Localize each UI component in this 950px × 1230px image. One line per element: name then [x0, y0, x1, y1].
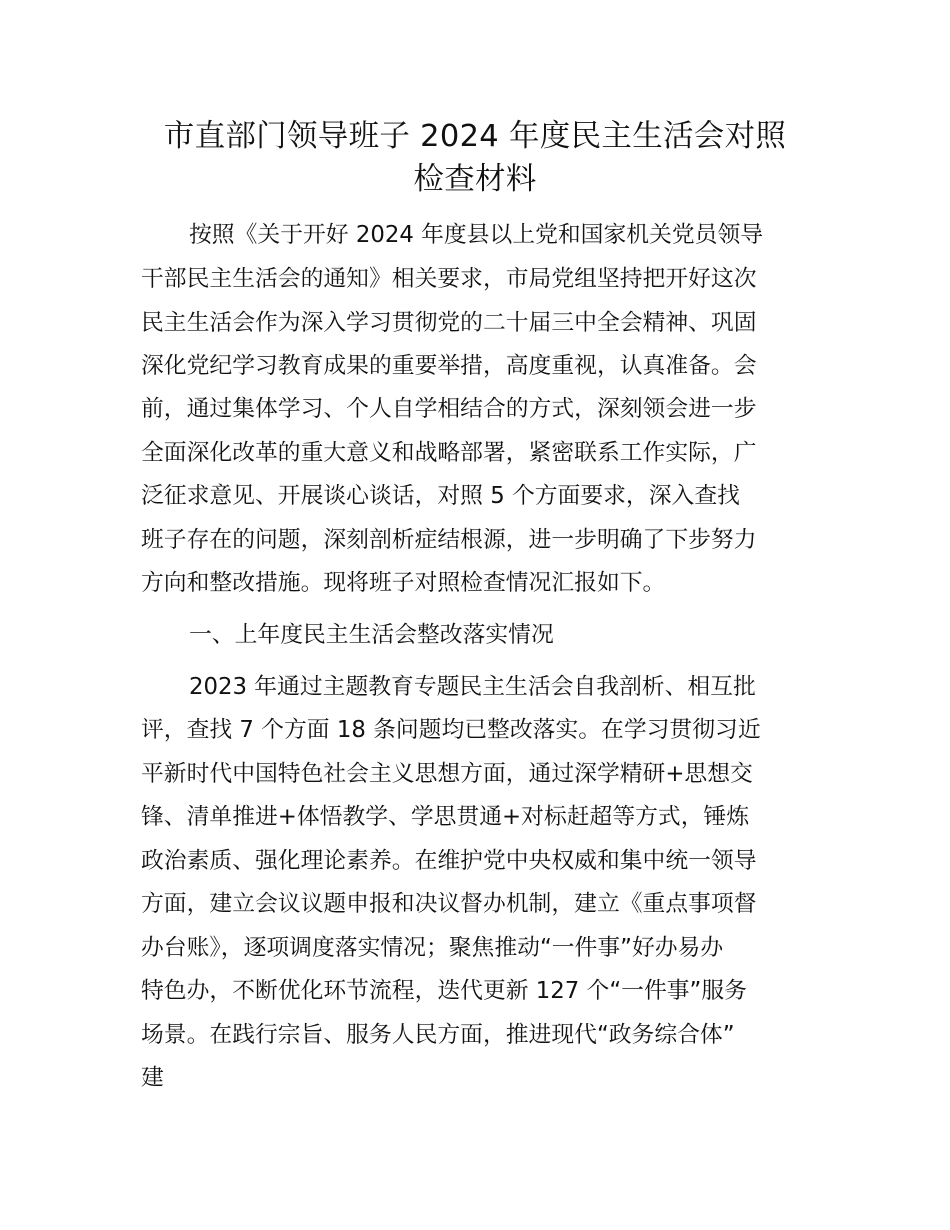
paragraph-2-line-2: 评，查找 7 个方面 18 条问题均已整改落实。在学习贯彻习近 [141, 717, 761, 743]
paragraph-2-line-1: 2023 年通过主题教育专题民主生活会自我剖析、相互批 [189, 674, 756, 700]
paragraph-1-line-3: 民主生活会作为深入学习贯彻党的二十届三中全会精神、巩固 [141, 310, 757, 336]
document-title-line-2: 检查材料 [413, 162, 537, 197]
paragraph-1-line-6: 全面深化改革的重大意义和战略部署，紧密联系工作实际，广 [141, 440, 757, 466]
paragraph-1-line-2: 干部民主生活会的通知》相关要求，市局党组坚持把开好这次 [141, 266, 757, 292]
paragraph-2-line-9: 场景。在践行宗旨、服务人民方面，推进现代“政务综合体” [141, 1022, 735, 1048]
section-heading: 一、上年度民主生活会整改落实情况 [189, 622, 554, 648]
paragraph-2-line-10: 建 [141, 1065, 164, 1091]
paragraph-1-line-4: 深化党纪学习教育成果的重要举措，高度重视，认真准备。会 [141, 353, 757, 379]
paragraph-1-line-1: 按照《关于开好 2024 年度县以上党和国家机关党员领导 [189, 222, 764, 248]
paragraph-1-line-7: 泛征求意见、开展谈心谈话，对照 5 个方面要求，深入查找 [141, 483, 740, 509]
paragraph-1-line-9: 方向和整改措施。现将班子对照检查情况汇报如下。 [141, 570, 666, 596]
paragraph-2-line-5: 政治素质、强化理论素养。在维护党中央权威和集中统一领导 [141, 848, 757, 874]
paragraph-2-line-4: 锋、清单推进+体悟教学、学思贯通+对标赶超等方式，锤炼 [141, 804, 750, 830]
paragraph-2-line-8: 特色办，不断优化环节流程，迭代更新 127 个“一件事”服务 [141, 978, 747, 1004]
paragraph-1-line-5: 前，通过集体学习、个人自学相结合的方式，深刻领会进一步 [141, 396, 757, 422]
paragraph-1-line-8: 班子存在的问题，深刻剖析症结根源，进一步明确了下步努力 [141, 527, 757, 553]
paragraph-2-line-7: 办台账》，逐项调度落实情况；聚焦推动“一件事”好办易办 [141, 935, 724, 961]
paragraph-2-line-3: 平新时代中国特色社会主义思想方面，通过深学精研+思想交 [141, 761, 753, 787]
paragraph-2-line-6: 方面，建立会议议题申报和决议督办机制，建立《重点事项督 [141, 891, 757, 917]
document-title-line-1: 市直部门领导班子 2024 年度民主生活会对照 [163, 119, 787, 154]
